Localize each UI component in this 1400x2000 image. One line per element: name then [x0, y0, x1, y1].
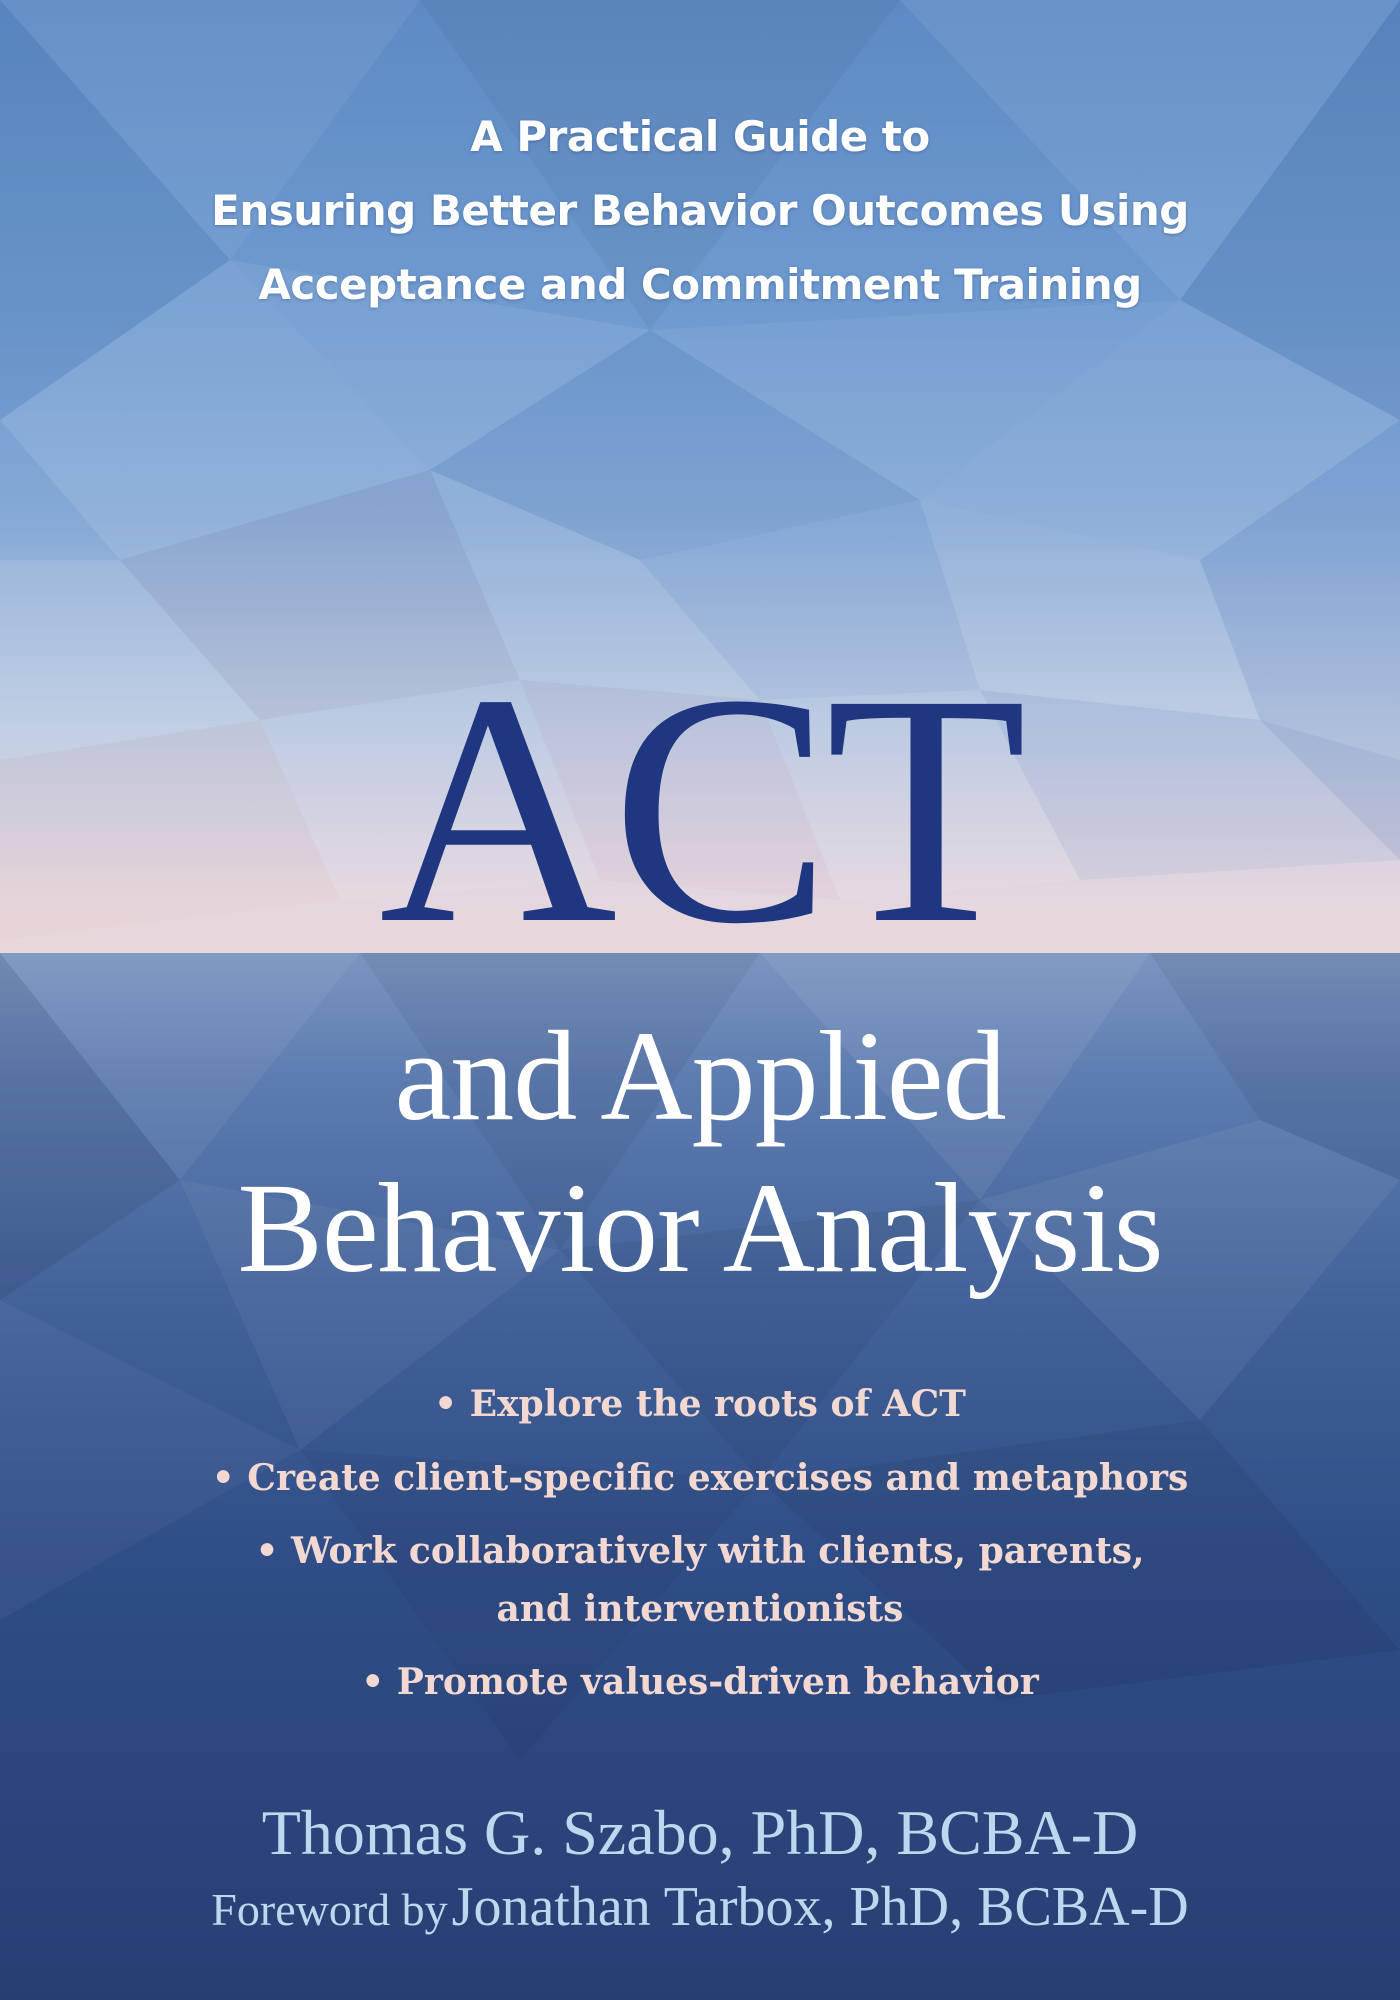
foreword-credit — [0, 1873, 1400, 1955]
subtitle — [0, 100, 1400, 322]
feature-item-line: and interventionists — [496, 1588, 904, 1630]
feature-item: • Promote values-driven behavior — [361, 1661, 1039, 1703]
feature-item — [0, 1522, 1400, 1638]
feature-list — [0, 1374, 1400, 1726]
title-line: Behavior Analysis — [237, 1157, 1163, 1299]
foreword-label: Foreword by — [211, 1884, 448, 1935]
title-line: and Applied — [394, 1005, 1006, 1147]
subtitle-line: A Practical Guide to — [470, 112, 930, 161]
author-name: Thomas G. Szabo, PhD, BCBA-D — [261, 1797, 1139, 1868]
title-secondary — [0, 1000, 1400, 1304]
feature-item-line: • Work collaboratively with clients, parents, — [255, 1530, 1145, 1572]
foreword-author: Jonathan Tarbox, PhD, BCBA-D — [451, 1876, 1189, 1938]
feature-item: • Create client-specific exercises and metaphors — [211, 1457, 1189, 1499]
feature-item: • Explore the roots of ACT — [434, 1383, 966, 1425]
subtitle-line: Ensuring Better Behavior Outcomes Using — [211, 186, 1189, 235]
title-main: ACT — [379, 627, 1021, 992]
subtitle-line: Acceptance and Commitment Training — [258, 260, 1142, 309]
